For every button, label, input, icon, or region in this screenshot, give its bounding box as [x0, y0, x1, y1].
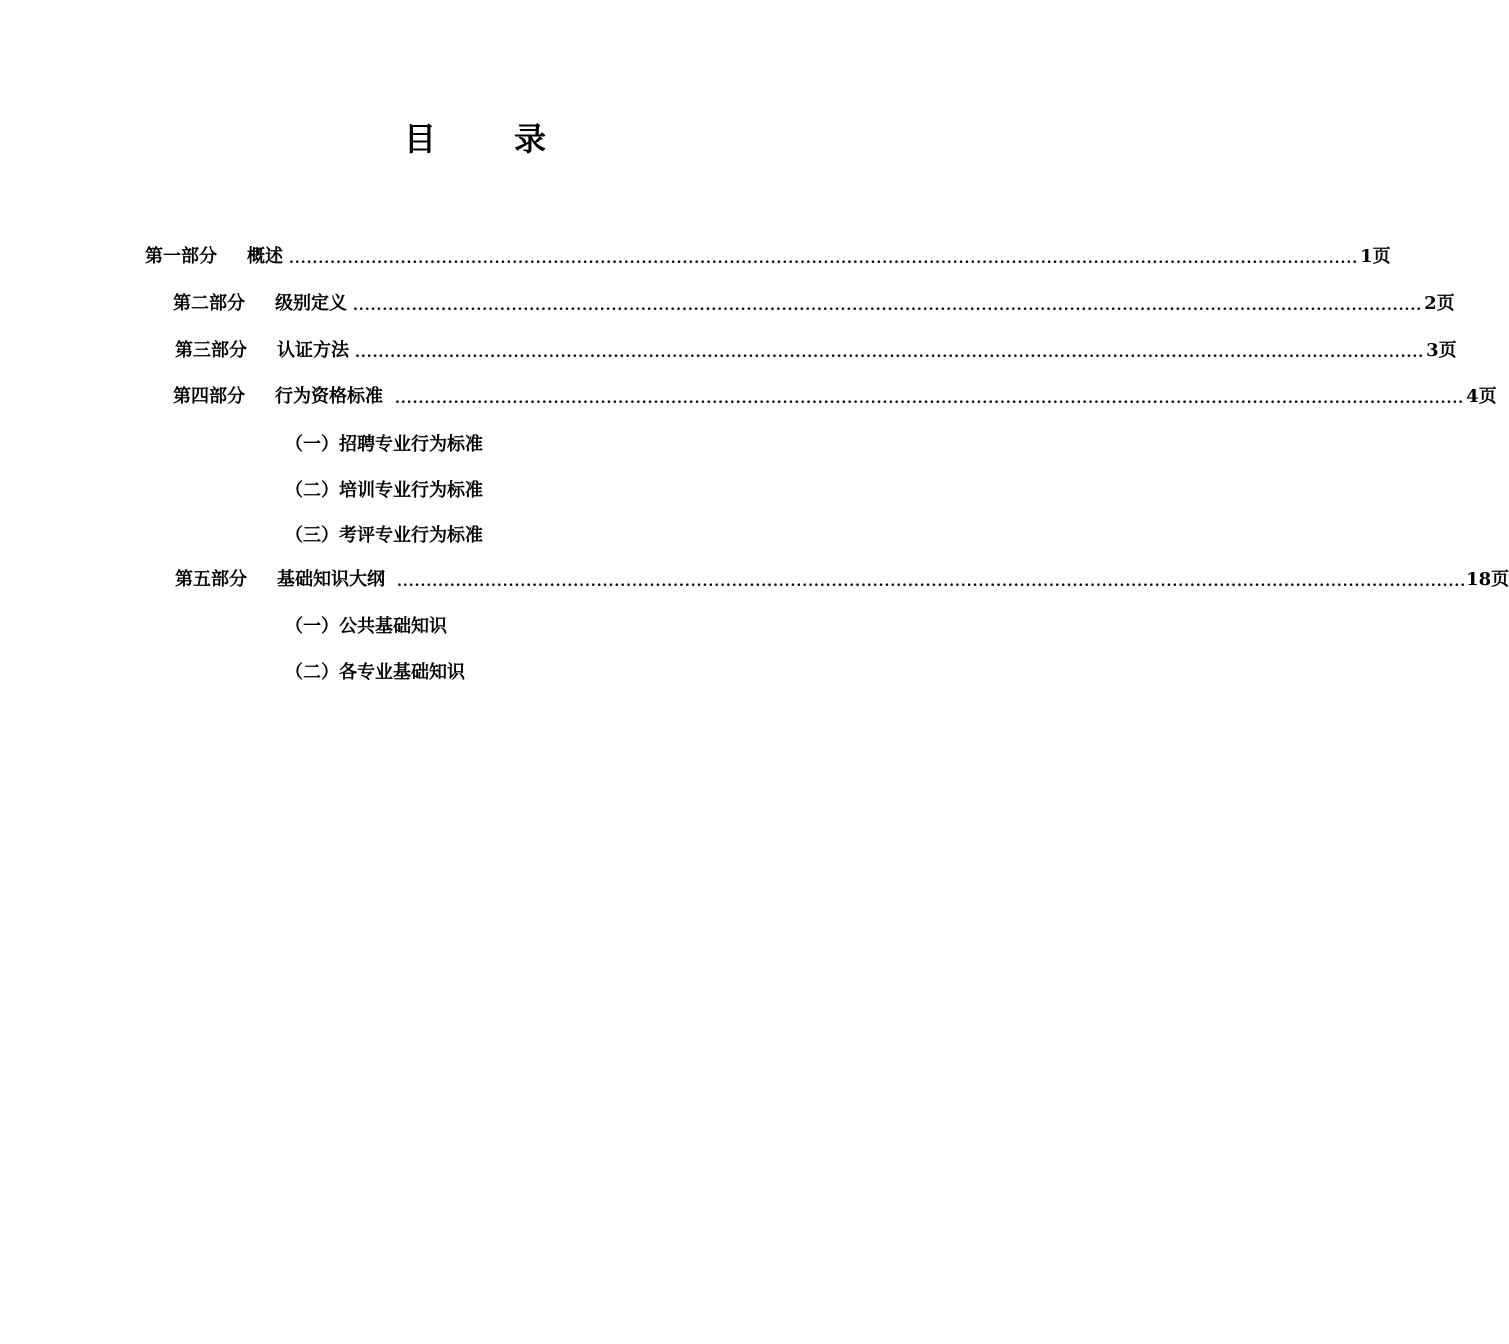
toc-page-number: 18页: [1466, 569, 1509, 590]
toc-subsection[interactable]: （一）招聘专业行为标准: [285, 434, 483, 455]
toc-entry-part-1[interactable]: [145, 242, 1391, 268]
toc-subsection[interactable]: （二）培训专业行为标准: [285, 480, 483, 501]
title-char-1: 目: [403, 120, 436, 158]
toc-part-label: 第一部分: [145, 246, 217, 267]
toc-section-name: 基础知识大纲: [277, 569, 385, 590]
toc-dot-leader: ......................................................................................................................................................................................: [289, 251, 1359, 267]
toc-entry-part-3[interactable]: [175, 336, 1457, 362]
toc-part-label: 第四部分: [173, 386, 245, 407]
toc-entry-part-2[interactable]: [173, 289, 1455, 315]
toc-section-name: 概述: [247, 246, 283, 267]
toc-subsection[interactable]: （一）公共基础知识: [285, 616, 447, 637]
toc-dot-leader: ......................................................................................................................................................................................: [395, 391, 1465, 407]
page-title: [0, 114, 950, 160]
toc-part-label: 第二部分: [173, 293, 245, 314]
toc-part-label: 第五部分: [175, 569, 247, 590]
toc-page-number: 3页: [1426, 340, 1457, 361]
toc-section-name: 认证方法: [277, 340, 349, 361]
toc-subsection[interactable]: （二）各专业基础知识: [285, 662, 465, 683]
toc-page-number: 1页: [1360, 246, 1391, 267]
toc-section-name: 级别定义: [275, 293, 347, 314]
toc-dot-leader: ......................................................................................................................................................................................: [397, 574, 1467, 590]
toc-entry-part-4[interactable]: [173, 382, 1497, 408]
toc-section-name: 行为资格标准: [275, 386, 383, 407]
toc-subsection[interactable]: （三）考评专业行为标准: [285, 525, 483, 546]
toc-dot-leader: ......................................................................................................................................................................................: [355, 345, 1425, 361]
toc-page-number: 4页: [1466, 386, 1497, 407]
toc-dot-leader: ......................................................................................................................................................................................: [353, 298, 1423, 314]
toc-entry-part-5[interactable]: [175, 565, 1509, 591]
title-char-2: 录: [514, 120, 547, 158]
toc-part-label: 第三部分: [175, 340, 247, 361]
toc-page-number: 2页: [1424, 293, 1455, 314]
